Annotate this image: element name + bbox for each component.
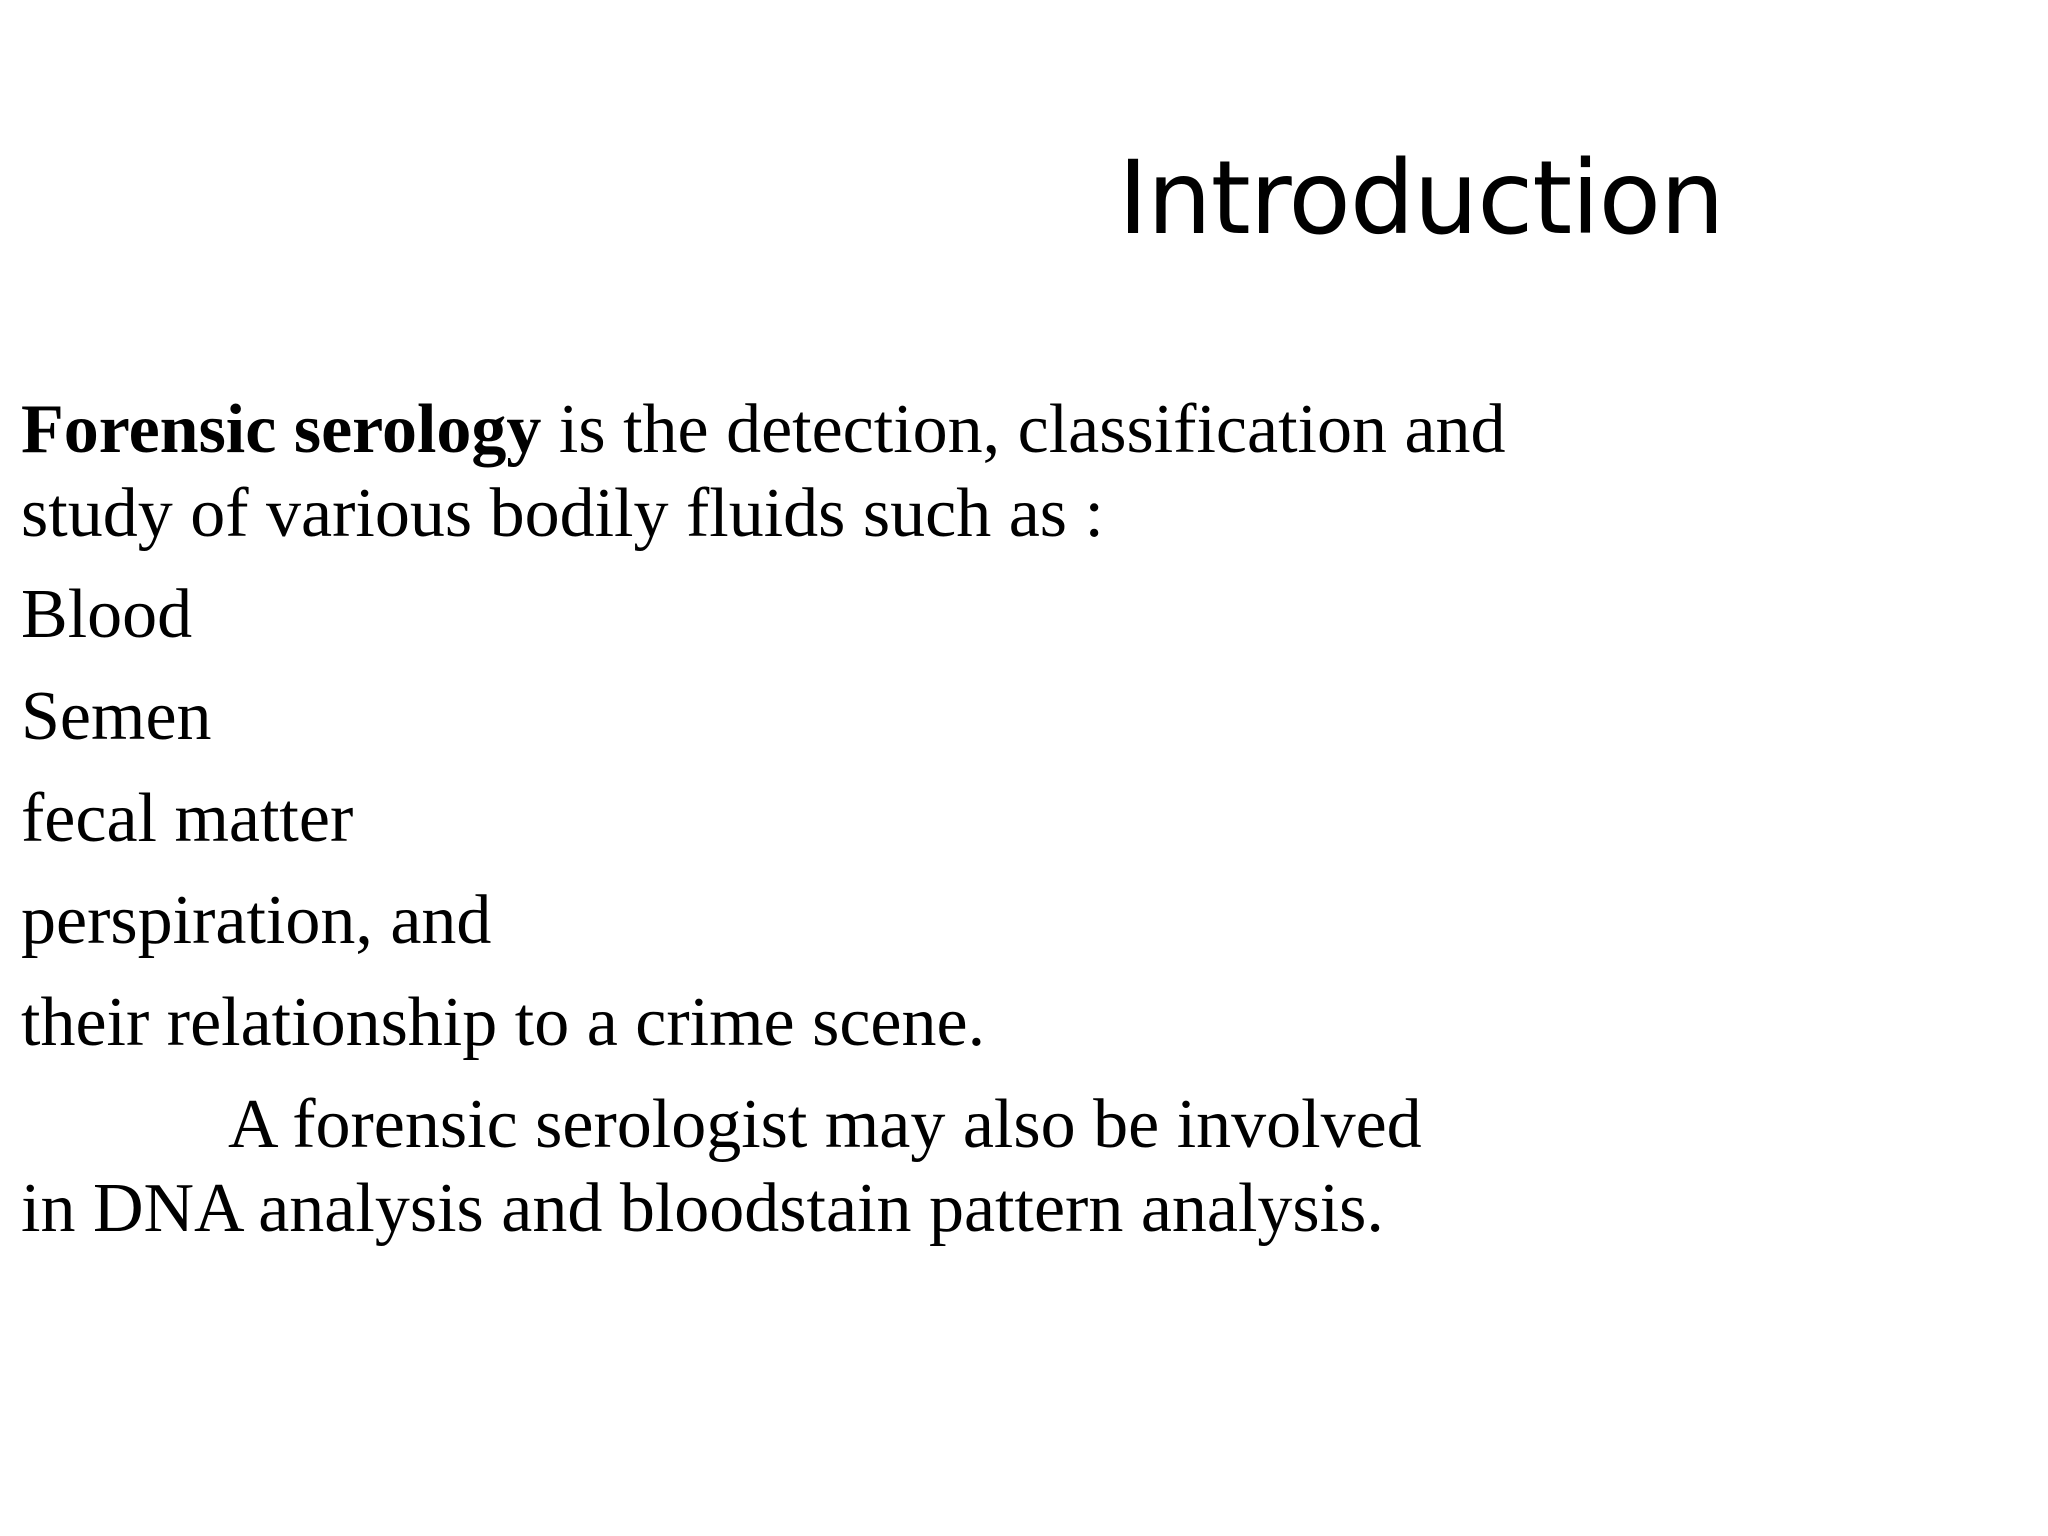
intro-paragraph [21,388,1581,556]
fluid-item-blood: Blood [21,576,193,653]
slide-body [21,388,1581,1251]
fluid-item-perspiration: perspiration, and [21,882,492,959]
crime-scene-relationship: their relationship to a crime scene. [21,984,986,1061]
fluid-item-semen: Semen [21,678,212,755]
closing-line-2: in DNA analysis and bloodstain pattern analysis. [21,1170,1384,1247]
term-forensic-serology: Forensic serology [21,391,542,468]
definition-line-2: study of various bodily fluids such as : [21,475,1104,552]
slide-title: Introduction [1118,139,1724,258]
definition-line-1: is the detection, classification and [541,391,1506,468]
closing-paragraph [21,1083,1581,1251]
closing-line-1: A forensic serologist may also be involved [228,1086,1422,1163]
fluid-item-fecal-matter: fecal matter [21,780,354,857]
